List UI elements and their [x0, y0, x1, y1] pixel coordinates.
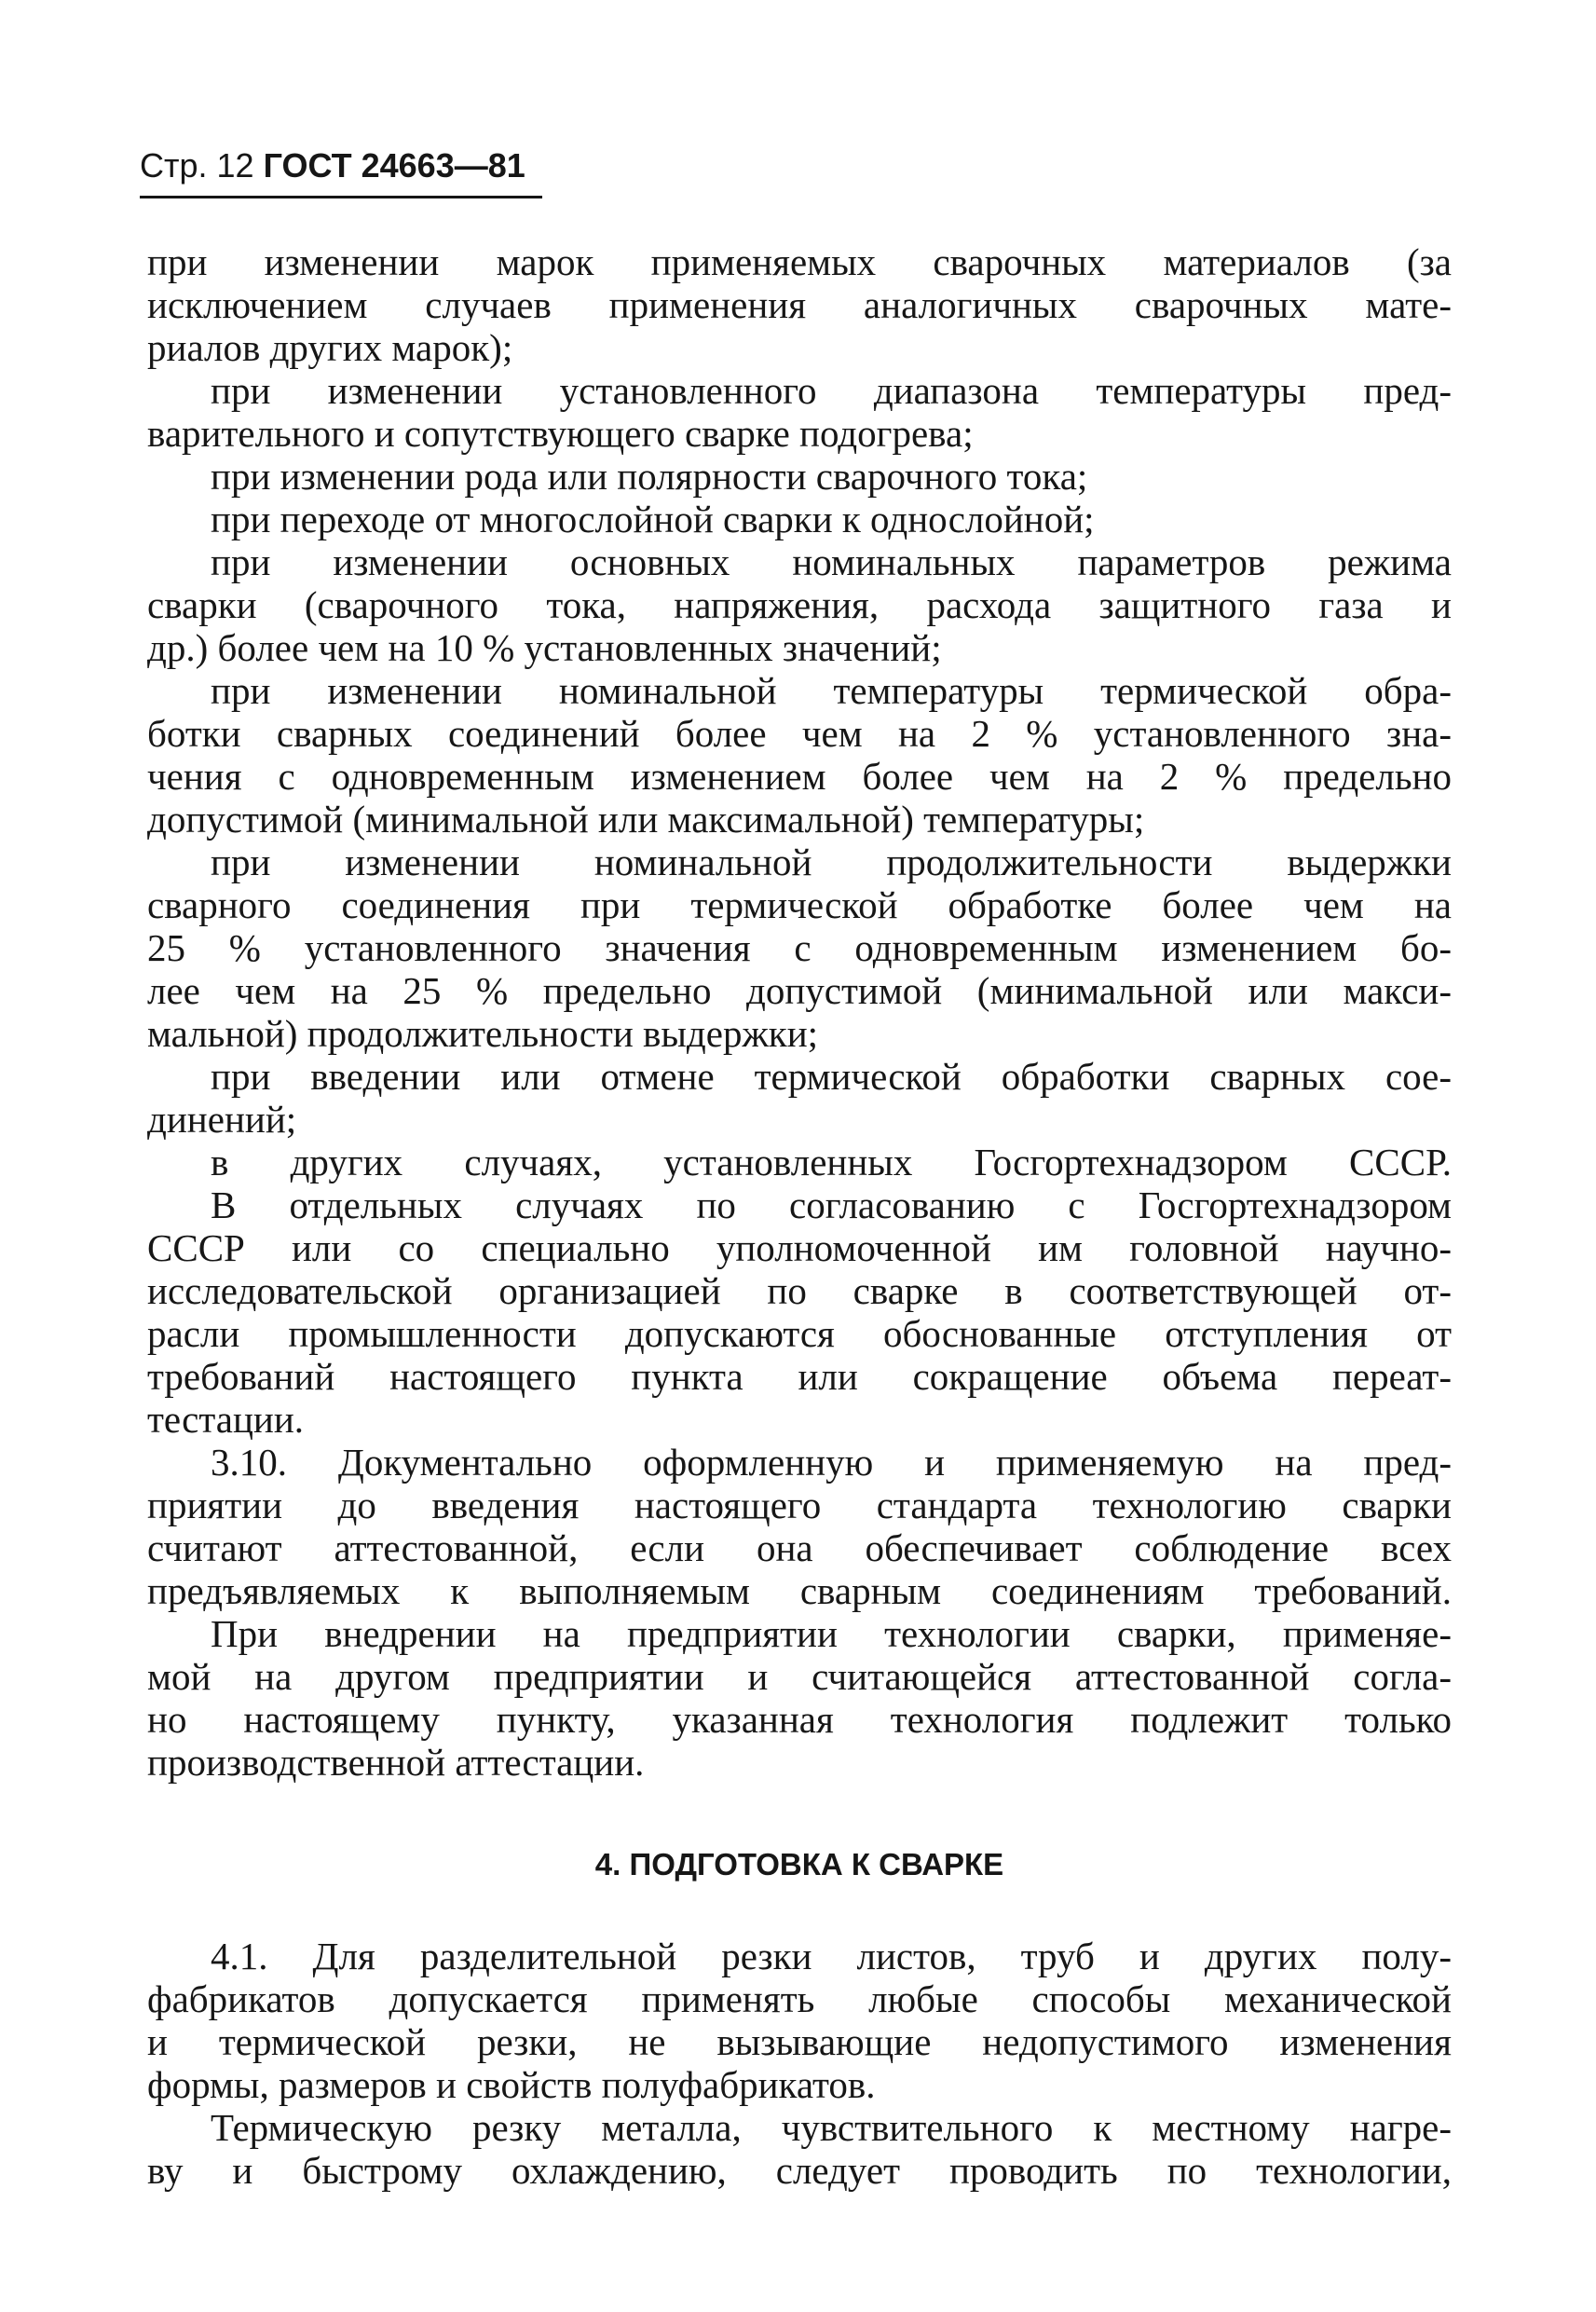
text-line: при переходе от многослойной сварки к однослойной; — [211, 498, 1095, 540]
text-line: формы, размеров и свойств полуфабрикатов. — [147, 2063, 876, 2106]
text-line: чения с одновременным изменением более чем на 2 % предельно — [147, 755, 1452, 798]
text-line: в других случаях, установленных Госгортехнадзором СССР. — [211, 1141, 1452, 1183]
text-line: исключением случаев применения аналогичных сварочных мате- — [147, 283, 1452, 326]
text-line: лее чем на 25 % предельно допустимой (минимальной или макси- — [147, 969, 1452, 1012]
text-line: но настоящему пункту, указанная технология подлежит только — [147, 1698, 1452, 1741]
spacer — [147, 1784, 1452, 1832]
text-line: Термическую резку металла, чувствительного к местному нагре- — [211, 2106, 1452, 2149]
page-number: Стр. 12 — [140, 146, 254, 185]
text-line: мальной) продолжительности выдержки; — [147, 1012, 819, 1055]
header-rule — [140, 196, 542, 198]
text-line: др.) более чем на 10 % установленных значений; — [147, 626, 942, 669]
text-line: ботки сварных соединений более чем на 2 % установленного зна- — [147, 712, 1452, 755]
text-line: при изменении номинальной температуры термической обра- — [211, 669, 1452, 712]
text-line: расли промышленности допускаются обоснованные отступления от — [147, 1312, 1452, 1355]
text-line: СССР или со специально уполномоченной им головной научно- — [147, 1226, 1452, 1269]
text-line: и термической резки, не вызывающие недопустимого изменения — [147, 2020, 1452, 2063]
text-line: сварки (сварочного тока, напряжения, расхода защитного газа и — [147, 583, 1452, 626]
text-line: при введении или отмене термической обработки сварных сое- — [211, 1055, 1452, 1098]
text-line: при изменении марок применяемых сварочных материалов (за — [147, 240, 1452, 283]
text-line: при изменении рода или полярности сварочного тока; — [211, 455, 1088, 498]
text-line: мой на другом предприятии и считающейся аттестованной согла- — [147, 1655, 1452, 1698]
standard-code: ГОСТ 24663—81 — [263, 146, 525, 185]
document-body — [147, 240, 1452, 2192]
text-line: исследовательской организацией по сварке в соответствующей от- — [147, 1269, 1452, 1312]
text-line: фабрикатов допускается применять любые способы механической — [147, 1977, 1452, 2020]
text-line: В отдельных случаях по согласованию с Госгортехнадзором — [211, 1183, 1452, 1226]
text-line: варительного и сопутствующего сварке подогрева; — [147, 412, 974, 455]
text-line: 4.1. Для разделительной резки листов, труб и других полу- — [211, 1935, 1452, 1977]
text-line: при изменении номинальной продолжительности выдержки — [211, 841, 1452, 883]
text-line: при изменении основных номинальных параметров режима — [211, 540, 1452, 583]
page-header — [140, 147, 525, 185]
text-line: 25 % установленного значения с одновременным изменением бо- — [147, 926, 1452, 969]
section-heading: 4. ПОДГОТОВКА К СВАРКЕ — [594, 1847, 1004, 1881]
text-line: при изменении установленного диапазона температуры пред- — [211, 369, 1452, 412]
text-line: приятии до введения настоящего стандарта технологию сварки — [147, 1484, 1452, 1526]
text-line: тестации. — [147, 1398, 305, 1441]
text-line: требований настоящего пункта или сокращение объема переат- — [147, 1355, 1452, 1398]
text-line: динений; — [147, 1098, 297, 1141]
text-line: производственной аттестации. — [147, 1741, 645, 1784]
text-line: сварного соединения при термической обработке более чем на — [147, 883, 1452, 926]
text-line: предъявляемых к выполняемым сварным соединениям требований. — [147, 1569, 1452, 1612]
text-line: допустимой (минимальной или максимальной) температуры; — [147, 798, 1145, 841]
spacer — [147, 1897, 1452, 1935]
text-line: 3.10. Документально оформленную и применяемую на пред- — [211, 1441, 1452, 1484]
text-line: риалов других марок); — [147, 326, 513, 369]
text-line: ву и быстрому охлаждению, следует проводить по технологии, — [147, 2149, 1452, 2192]
text-line: считают аттестованной, если она обеспечивает соблюдение всех — [147, 1526, 1452, 1569]
text-line: При внедрении на предприятии технологии сварки, применяе- — [211, 1612, 1452, 1655]
